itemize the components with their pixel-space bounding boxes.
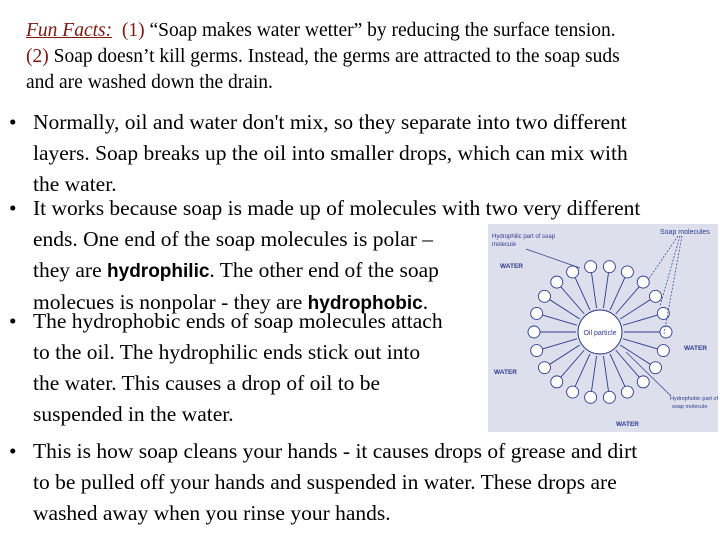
bullet-1-line-2: layers. Soap breaks up the oil into smaller drops, which can mix with [33, 141, 628, 165]
fun-fact-2-text: Soap doesn’t kill germs. Instead, the germs are attracted to the soap suds [53, 46, 620, 67]
soap-molecule-head [660, 326, 672, 338]
micelle-diagram [488, 224, 718, 432]
bullet-3-line-4: suspended in the water. [33, 402, 234, 426]
bullet-4-line-2: to be pulled off your hands and suspended in water. These drops are [33, 470, 617, 494]
soap-molecule-tail [542, 339, 577, 349]
soap-molecule-tail [550, 345, 580, 364]
pointer-soap-3 [664, 236, 682, 334]
soap-molecule-head [637, 376, 649, 388]
soap-molecule-head [650, 290, 662, 302]
bullet-2-line-2: ends. One end of the soap molecules is polar – [33, 227, 434, 251]
bullet-dot: • [9, 196, 17, 220]
soap-molecule-head [567, 386, 579, 398]
soap-molecule-head [585, 261, 597, 273]
soap-molecule-tail [591, 273, 596, 309]
soap-molecule-head [650, 362, 662, 374]
water-label-bottom-left: WATER [494, 369, 517, 376]
soap-molecule-head [621, 266, 633, 278]
soap-molecule-head [551, 376, 563, 388]
bullet-2-line-3b: . The other end of the soap [209, 258, 439, 282]
bullet-2-line-3a: they are [33, 258, 108, 282]
soap-molecule-tail [623, 339, 658, 349]
hydrophobic-label-1: Hydrophobic part of [670, 396, 718, 402]
bullet-1-line-1: Normally, oil and water don't mix, so they separate into two different [33, 110, 627, 134]
soap-molecule-head [531, 345, 543, 357]
soap-molecule-head [603, 391, 615, 403]
soap-molecule-head [538, 362, 550, 374]
bullet-4-line-1: This is how soap cleans your hands - it causes drops of grease and dirt [33, 439, 638, 463]
soap-molecule-head [603, 261, 615, 273]
soap-molecule-head [531, 307, 543, 319]
bullet-2-line-1: It works because soap is made up of molecules with two very different [33, 196, 641, 220]
fun-facts-label: Fun Facts: [26, 20, 113, 41]
bullet-dot: • [9, 110, 17, 134]
fun-fact-2-text-cont: and are washed down the drain. [26, 72, 273, 93]
soap-molecule-tail [550, 300, 580, 319]
soap-molecule-tail [542, 315, 577, 325]
pointer-hydrophilic [526, 249, 580, 268]
soap-molecule-head [551, 276, 563, 288]
water-label-left: WATER [500, 263, 523, 270]
fun-fact-2-number: (2) [26, 46, 49, 67]
soap-molecule-head [657, 345, 669, 357]
soap-molecule-head [637, 276, 649, 288]
water-label-bottom: WATER [616, 421, 639, 428]
bullet-4-line-3: washed away when you rinse your hands. [33, 501, 391, 525]
bullet-1-line-3: the water. [33, 172, 117, 196]
oil-particle-label: Oil particle [583, 330, 617, 337]
soap-molecule-tail [603, 356, 608, 392]
hydrophilic-term: hydrophilic [107, 261, 210, 282]
soap-molecule-head [621, 386, 633, 398]
micelle-svg [488, 224, 718, 432]
soap-molecules-label: Soap molecules [660, 229, 710, 236]
pointer-soap-2 [660, 236, 680, 306]
bullet-dot: • [9, 439, 17, 463]
bullet-3-line-3: the water. This causes a drop of oil to be [33, 371, 381, 395]
fun-fact-1-text: “Soap makes water wetter” by reducing the surface tension. [149, 20, 616, 41]
bullet-dot: • [9, 309, 17, 333]
hydrophilic-label-1: Hydrophilic part of soap [492, 234, 556, 240]
soap-molecule-tail [623, 315, 658, 325]
soap-molecule-tail [603, 273, 608, 309]
fun-fact-1-number: (1) [121, 20, 145, 41]
bullet-3-line-1: The hydrophobic ends of soap molecules attach [33, 309, 443, 333]
soap-molecule-head [538, 290, 550, 302]
bullet-2-line-4a: molecues is nonpolar - they are [33, 290, 308, 314]
bullet-soap-cleans [9, 436, 720, 529]
hydrophobic-label-2: soap molecule [672, 404, 708, 410]
soap-molecule-head [585, 391, 597, 403]
soap-molecule-tail [591, 356, 596, 392]
soap-molecule-tail [620, 300, 650, 319]
bullet-oil-water [9, 107, 720, 200]
water-label-right: WATER [684, 345, 707, 352]
hydrophobic-term: hydrophobic [307, 293, 423, 314]
bullet-2-line-4b: . [422, 290, 429, 314]
hydrophilic-label-2: molecule [492, 242, 517, 248]
soap-molecule-head [567, 266, 579, 278]
bullet-hydrophobic-ends [9, 306, 503, 430]
soap-molecule-head [528, 326, 540, 338]
bullet-3-line-2: to the oil. The hydrophilic ends stick out into [33, 340, 421, 364]
